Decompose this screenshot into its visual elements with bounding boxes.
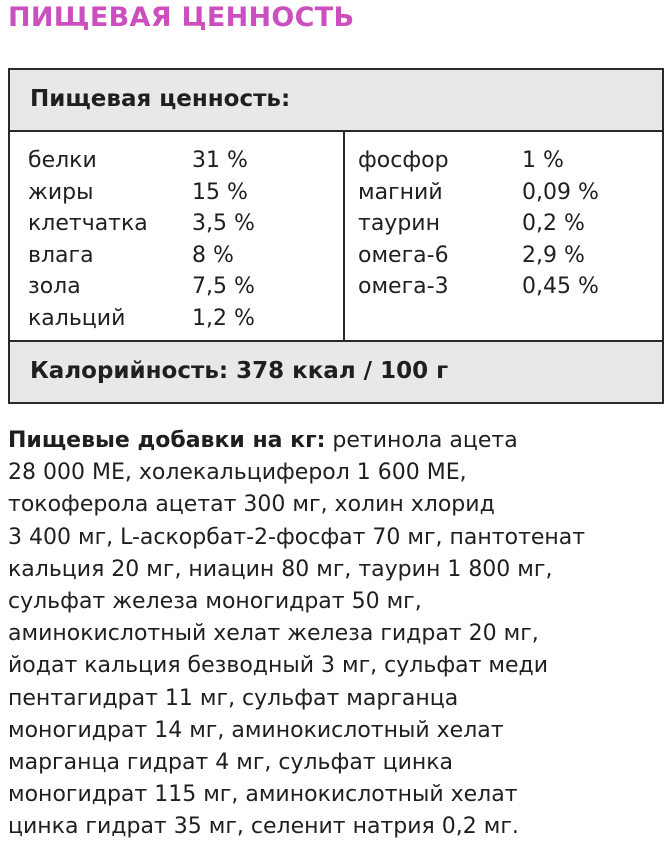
additives-line: 3 400 мг, L-аскорбат-2-фосфат 70 мг, пантотенат (8, 524, 586, 550)
nutrient-name: зола (28, 274, 81, 299)
nutrient-value: 31 % (192, 148, 248, 173)
additives-line: кальция 20 мг, ниацин 80 мг, таурин 1 800 мг, (8, 556, 553, 582)
nutrient-value: 0,45 % (522, 274, 599, 299)
additives-line: сульфат железа моногидрат 50 мг, (8, 589, 422, 615)
nutrient-name: жиры (28, 179, 94, 205)
nutrient-value: 8 % (192, 242, 234, 268)
nutrient-value: 0,2 % (522, 211, 585, 236)
additives-line: аминокислотный хелат железа гидрат 20 мг, (8, 621, 539, 647)
additives-line: пентагидрат 11 мг, сульфат марганца (8, 685, 459, 711)
additives-paragraph (8, 425, 668, 844)
nutrient-value: 3,5 % (192, 211, 255, 236)
calories-row (10, 340, 662, 402)
nutrition-table (8, 68, 664, 404)
nutrient-value: 7,5 % (192, 274, 255, 299)
nutrient-name: влага (28, 242, 94, 268)
nutrient-name: омега-6 (358, 242, 449, 268)
additives-line: токоферола ацетат 300 мг, холин хлорид (8, 492, 495, 518)
nutrient-value: 1,2 % (192, 305, 255, 331)
page-heading: ПИЩЕВАЯ ЦЕННОСТЬ (8, 2, 355, 33)
additives-text: ретинола ацета (325, 428, 518, 453)
nutrient-name: фосфор (358, 148, 449, 173)
additives-line: йодат кальция безводный 3 мг, сульфат меди (8, 653, 549, 679)
additives-line: цинка гидрат 35 мг, селенит натрия 0,2 мг. (8, 814, 519, 840)
nutrient-value: 0,09 % (522, 179, 599, 205)
additives-line: марганца гидрат 4 мг, сульфат цинка (8, 750, 454, 776)
additives-label: Пищевые добавки на кг: (8, 428, 326, 453)
nutrient-name: магний (358, 179, 443, 205)
additives-line: 28 000 МЕ, холекальциферол 1 600 МЕ, (8, 460, 467, 486)
nutrient-value: 2,9 % (522, 242, 585, 268)
nutrient-name: таурин (358, 211, 440, 236)
nutrient-value: 15 % (192, 179, 248, 205)
table-header (10, 70, 662, 132)
additives-line: моногидрат 14 мг, аминокислотный хелат (8, 717, 504, 743)
nutrient-value: 1 % (522, 148, 564, 173)
nutrient-name: клетчатка (28, 211, 148, 236)
column-divider (343, 132, 345, 344)
additives-line: моногидрат 115 мг, аминокислотный хелат (8, 782, 518, 808)
nutrient-name: белки (28, 148, 97, 173)
table-title: Пищевая ценность: (30, 86, 291, 112)
nutrient-name: омега-3 (358, 274, 449, 299)
table-body (10, 132, 662, 344)
nutrient-name: кальций (28, 305, 126, 331)
calories-text: Калорийность: 378 ккал / 100 г (30, 358, 449, 384)
additives-line (8, 425, 668, 457)
